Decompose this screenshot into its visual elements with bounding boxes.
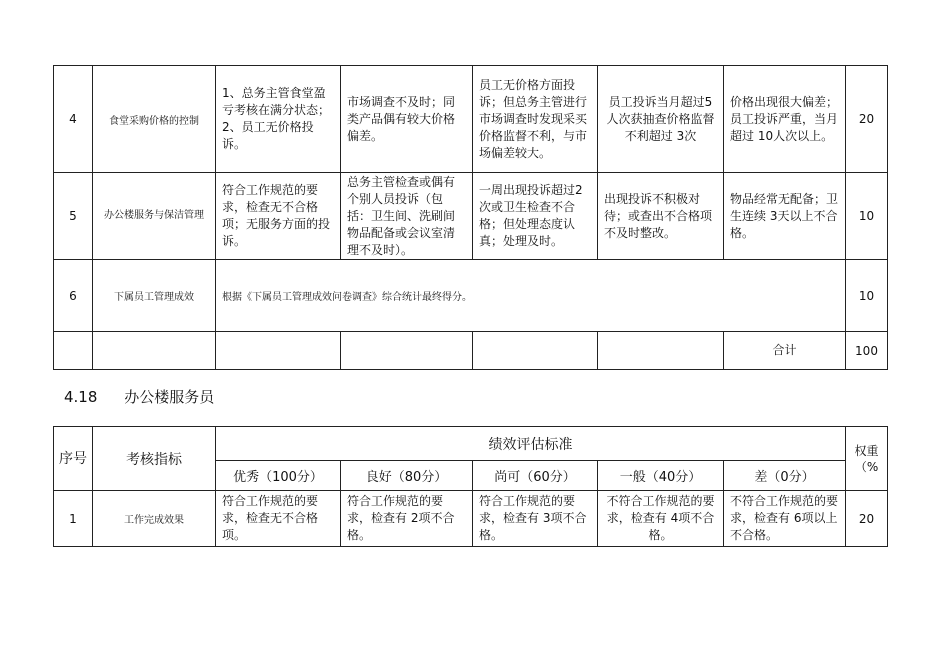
col-header-poor: 差（0分） <box>724 461 846 491</box>
criteria-table <box>53 426 888 547</box>
weight-cell: 20 <box>846 66 888 173</box>
total-value: 100 <box>846 332 888 370</box>
col-header-indicator: 考核指标 <box>93 427 216 491</box>
col-header-excellent: 优秀（100分） <box>216 461 341 491</box>
average-cell: 员工投诉当月超过5人次获抽查价格监督不利超过 3次 <box>598 66 724 173</box>
criteria-table-continued <box>53 65 888 370</box>
table-row <box>54 491 888 547</box>
section-number: 4.18 <box>64 388 98 406</box>
col-header-standards: 绩效评估标准 <box>216 427 846 461</box>
fair-cell: 一周出现投诉超过2次或卫生检查不合格；但处理态度认真；处理及时。 <box>473 173 598 260</box>
section-title: 办公楼服务员 <box>124 388 215 406</box>
row-number: 6 <box>54 260 93 332</box>
indicator-cell: 下属员工管理成效 <box>93 260 216 332</box>
total-row <box>54 332 888 370</box>
indicator-cell: 食堂采购价格的控制 <box>93 66 216 173</box>
table-header-row <box>54 427 888 461</box>
col-header-fair: 尚可（60分） <box>473 461 598 491</box>
average-cell: 不符合工作规范的要求，检查有 4项不合格。 <box>598 491 724 547</box>
row-number: 5 <box>54 173 93 260</box>
good-cell: 市场调查不及时；同类产品偶有较大价格偏差。 <box>341 66 473 173</box>
poor-cell: 价格出现很大偏差；员工投诉严重，当月超过 10人次以上。 <box>724 66 846 173</box>
row-number: 4 <box>54 66 93 173</box>
average-cell: 出现投诉不积极对待；或查出不合格项不及时整改。 <box>598 173 724 260</box>
weight-cell: 10 <box>846 260 888 332</box>
table-row <box>54 66 888 173</box>
indicator-cell: 工作完成效果 <box>93 491 216 547</box>
poor-cell: 物品经常无配备；卫生连续 3天以上不合格。 <box>724 173 846 260</box>
merged-criteria-cell: 根据《下属员工管理成效问卷调查》综合统计最终得分。 <box>216 260 846 332</box>
excellent-cell: 符合工作规范的要求，检查无不合格项。 <box>216 491 341 547</box>
indicator-cell: 办公楼服务与保洁管理 <box>93 173 216 260</box>
col-header-good: 良好（80分） <box>341 461 473 491</box>
table-row <box>54 260 888 332</box>
weight-cell: 20 <box>846 491 888 547</box>
excellent-cell: 符合工作规范的要求，检查无不合格项；无服务方面的投诉。 <box>216 173 341 260</box>
section-heading <box>64 386 214 407</box>
weight-cell: 10 <box>846 173 888 260</box>
poor-cell: 不符合工作规范的要求，检查有 6项以上不合格。 <box>724 491 846 547</box>
total-label: 合计 <box>724 332 846 370</box>
excellent-cell: 1、总务主管食堂盈亏考核在满分状态；2、员工无价格投诉。 <box>216 66 341 173</box>
col-header-average: 一般（40分） <box>598 461 724 491</box>
col-header-weight: 权重（% <box>846 427 888 491</box>
good-cell: 总务主管检查或偶有个别人员投诉（包括：卫生间、洗刷间物品配备或会议室清理不及时）。 <box>341 173 473 260</box>
good-cell: 符合工作规范的要求，检查有 2项不合格。 <box>341 491 473 547</box>
row-number: 1 <box>54 491 93 547</box>
col-header-no: 序号 <box>54 427 93 491</box>
fair-cell: 员工无价格方面投诉；但总务主管进行市场调查时发现采买价格监督不利，与市场偏差较大。 <box>473 66 598 173</box>
fair-cell: 符合工作规范的要求，检查有 3项不合格。 <box>473 491 598 547</box>
table-row <box>54 173 888 260</box>
